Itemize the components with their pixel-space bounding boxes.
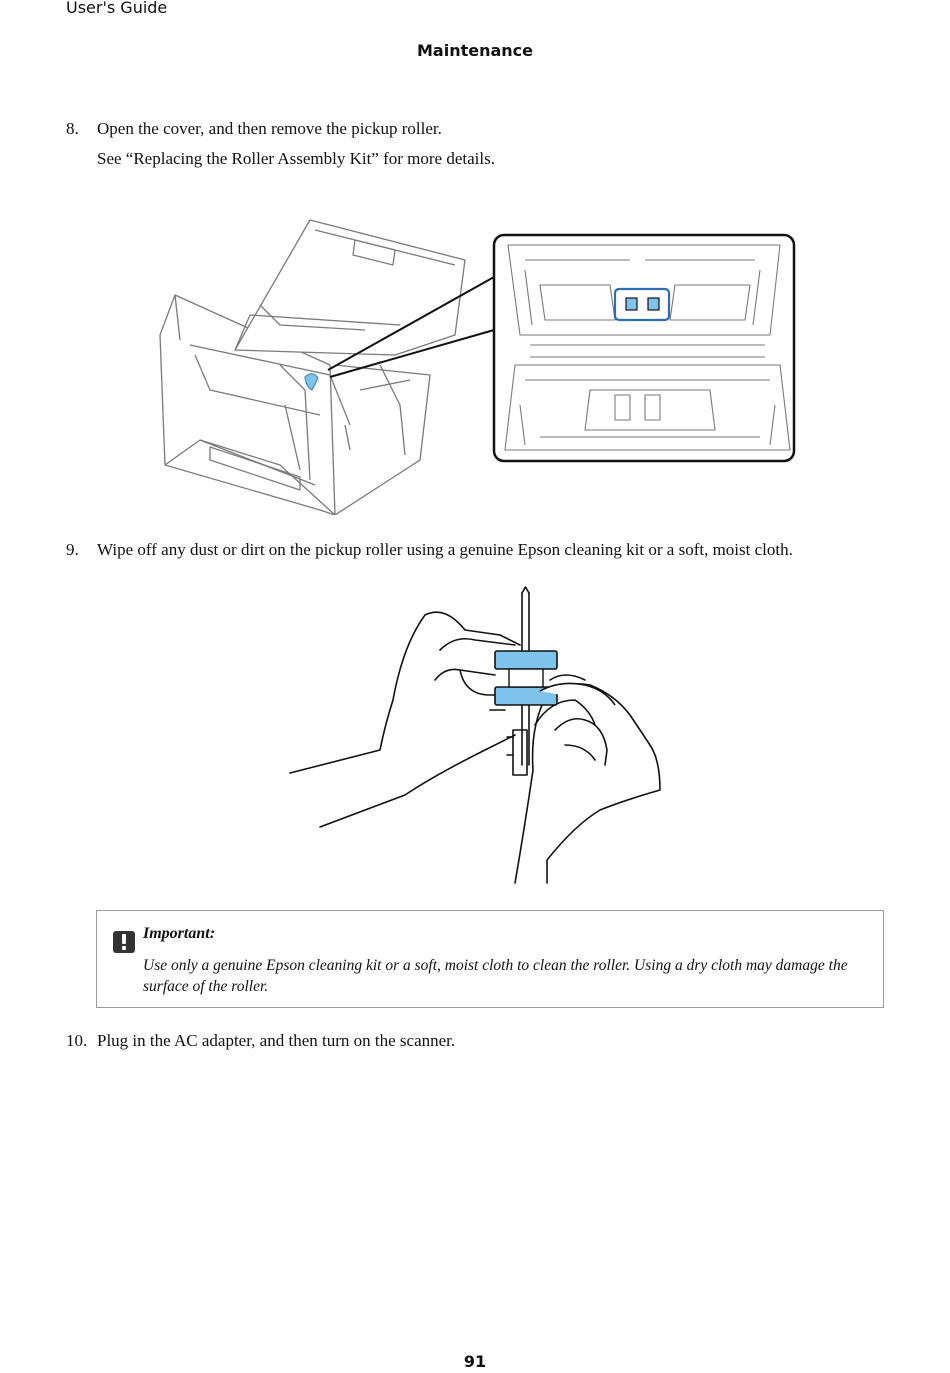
step-8-reference: See “Replacing the Roller Assembly Kit” for more details.: [97, 149, 495, 168]
step-number: 10.: [66, 1031, 88, 1050]
scanner-open-cover-illustration: [150, 215, 800, 515]
step-number: 8.: [66, 119, 79, 138]
step-text: Plug in the AC adapter, and then turn on the scanner.: [97, 1031, 456, 1050]
page-number: 91: [463, 1352, 487, 1371]
step-text: Open the cover, and then remove the pickup roller.: [97, 119, 442, 138]
step-number: 9.: [66, 540, 79, 559]
step-9: [66, 539, 793, 561]
step-10: [66, 1030, 455, 1052]
important-title: Important:: [143, 925, 216, 942]
important-body: Use only a genuine Epson cleaning kit or a soft, moist cloth to clean the roller. Using a dry cloth may damage the surface of the roller.: [143, 957, 848, 995]
section-title: Maintenance: [416, 41, 533, 60]
step-8: [66, 118, 442, 140]
guide-title: User's Guide: [66, 0, 168, 17]
exclamation-icon: [113, 931, 135, 953]
step-text: Wipe off any dust or dirt on the pickup roller using a genuine Epson cleaning kit or a soft, moist cloth.: [97, 540, 793, 559]
important-notice: [96, 910, 884, 1008]
roller-cleaning-illustration: [285, 585, 675, 885]
